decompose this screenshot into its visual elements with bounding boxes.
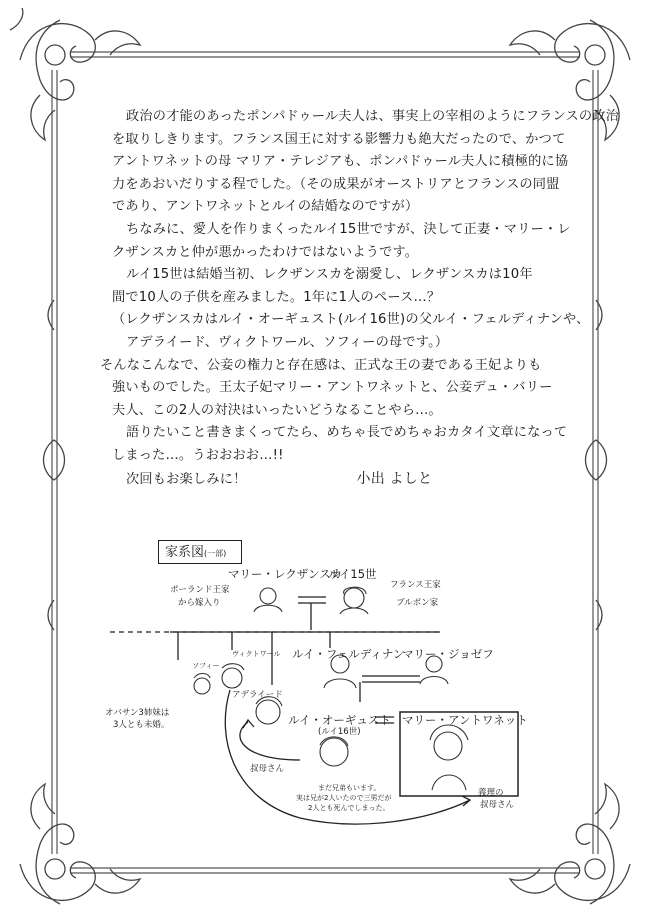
label-marie-antoinette: マリー・アントワネット — [402, 713, 528, 727]
text-line: クザンスカと仲が悪かったわけではないようです。 — [112, 244, 419, 260]
label-louis-auguste: ルイ・オーギュスト — [288, 713, 391, 727]
text-line: ルイ15世は結婚当初、レクザンスカを溺愛し、レクザンスカは10年 — [126, 267, 533, 283]
family-tree-title-note: (一部) — [204, 549, 227, 558]
text-line: 強いものでした。王太子妃マリー・アントワネットと、公妾デュ・バリー — [112, 380, 553, 396]
text-line: アントワネットの母 マリア・テレジアも、ポンパドゥール夫人に積極的に協 — [112, 154, 569, 170]
text-line: ちなみに、愛人を作りまくったルイ15世ですが、決して正妻・マリー・レ — [126, 221, 571, 237]
text-line: しまった…。うおおおお…!! — [112, 447, 284, 463]
text-line: を取りしきります。フランス国王に対する影響力も絶大だったので、かつて — [112, 131, 566, 147]
author-signature: 小出 よしと — [356, 470, 433, 487]
text-line: アデライード、ヴィクトワール、ソフィーの母です。） — [126, 334, 449, 350]
closing-line: 次回もお楽しみに！ — [126, 471, 247, 487]
portrait-marie-leszczynska — [254, 588, 282, 612]
label-adelaide: アデライード — [232, 690, 283, 700]
note-siblings-2: 実は兄が2人いたので三男だが — [296, 794, 392, 802]
note-siblings-3: 2人とも死んでしまった。 — [308, 804, 390, 812]
label-giri-oba-2: 叔母さん — [480, 800, 515, 810]
text-line: 夫人、この2人の対決はいったいどうなることやら…。 — [112, 402, 442, 418]
text-line: そんなこんなで、公妾の権力と存在感は、正式な王の妻である王妃よりも — [100, 357, 542, 373]
label-giri-oba-1: 義理の — [478, 788, 504, 798]
label-oba-san: 叔母さん — [250, 764, 285, 774]
portrait-adelaide — [256, 697, 282, 724]
note-france-2: ブルボン家 — [396, 598, 439, 608]
note-poland-2: から嫁入り — [178, 598, 221, 608]
label-sophie: ソフィー — [192, 662, 220, 670]
label-louis15: ルイ15世 — [328, 567, 377, 581]
text-line: （レクザンスカはルイ・オーギュスト(ルイ16世)の父ルイ・フェルディナンや、 — [112, 312, 590, 328]
portrait-marie-antoinette — [430, 725, 468, 790]
portrait-sophie — [194, 674, 210, 695]
text-line: 間で10人の子供を産みました。1年に1人のペース…？ — [112, 289, 441, 305]
text-line: 政治の才能のあったポンパドゥール夫人は、事実上の宰相のようにフランスの政治 — [126, 109, 620, 124]
family-tree-title: 家系図(一部) — [158, 540, 242, 564]
label-marie-leszczynska: マリー・レクザンスカ — [228, 567, 343, 581]
label-victoire: ヴィクトワール — [232, 650, 281, 658]
note-france-1: フランス王家 — [390, 580, 441, 590]
text-line: であり、アントワネットとルイの結婚なのですが） — [112, 199, 419, 215]
note-aunts-2: 3人とも未婚。 — [113, 720, 170, 730]
portrait-louis15 — [340, 587, 368, 614]
text-line: 語りたいこと書きまくってたら、めちゃ長でめちゃおカタイ文章になって — [126, 425, 568, 441]
label-marie-josephe: マリー・ジョゼフ — [402, 647, 494, 661]
portrait-victoire — [222, 664, 244, 688]
note-poland-1: ポーランド王家 — [170, 585, 230, 595]
text-line: 力をあおいだりする程でした。（その成果がオーストリアとフランスの同盟 — [112, 176, 560, 192]
portrait-louis-auguste — [320, 737, 348, 766]
note-siblings-1: まだ兄弟もいます。 — [318, 784, 381, 792]
label-louis-ferdinand: ルイ・フェルディナン — [292, 647, 405, 661]
note-aunts-1: オバサン3姉妹は — [105, 708, 170, 718]
label-louis16: (ルイ16世) — [318, 727, 361, 737]
